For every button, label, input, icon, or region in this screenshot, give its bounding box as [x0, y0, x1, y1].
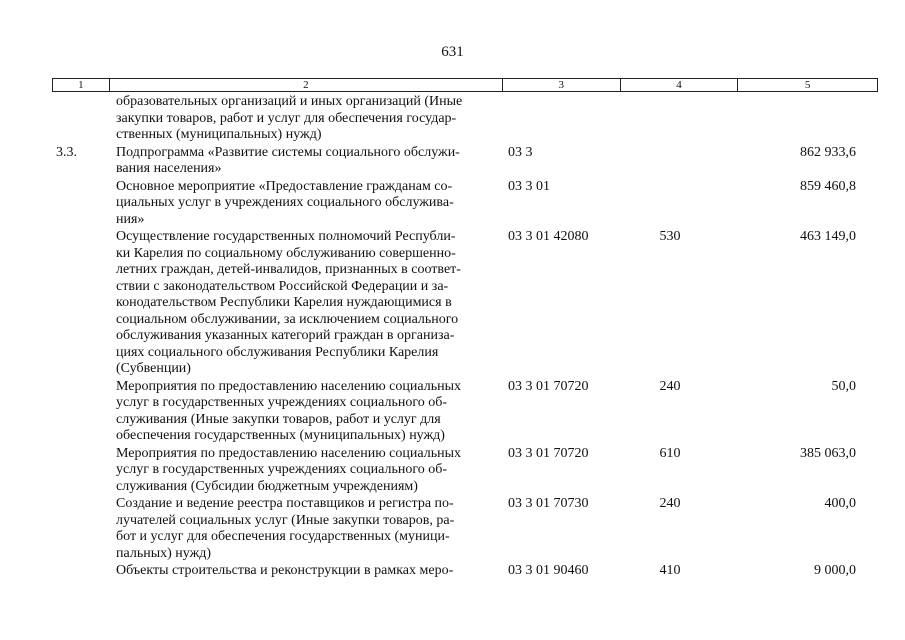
row-name: [116, 145, 496, 178]
row-name: [116, 179, 496, 229]
table-row: [52, 446, 878, 496]
row-name-line: Основное мероприятие «Предоставление гражданам со-: [116, 178, 453, 194]
row-expense-type: [610, 145, 700, 178]
row-name-line: Подпрограмма «Развитие системы социального обслужи-: [116, 144, 460, 160]
header-col-1: 1: [78, 79, 84, 91]
row-name-line: услуг в государственных учреждениях социального об-: [116, 462, 448, 477]
row-expense-type: 240: [659, 496, 681, 511]
row-code: 03 3 01 42080: [508, 229, 589, 244]
row-expense-type: 610: [659, 445, 681, 461]
row-name-line: циальных услуг в учреждениях социального обслужива-: [116, 195, 454, 210]
table-row: [52, 379, 878, 445]
row-name-line: пальных) нужд): [116, 545, 212, 561]
row-name-line: ствии с законодательством Российской Федерации и за-: [116, 278, 449, 294]
row-name-line: служивания (Субсидии бюджетным учреждениям): [116, 478, 418, 494]
header-col-2: 2: [109, 79, 502, 91]
row-name-line: (Субвенции): [116, 361, 191, 376]
row-expense-type: [610, 94, 700, 144]
row-name-line: циях социального обслуживания Республики Карелия: [116, 344, 439, 360]
table-row: [52, 229, 878, 378]
row-name: [116, 94, 496, 144]
table-header: [52, 78, 878, 92]
header-col-3: 3: [502, 79, 620, 91]
row-name-line: ственных (муниципальных) нужд): [116, 127, 322, 142]
row-name: [116, 229, 496, 378]
row-name-line: ки Карелия по социальному обслуживанию совершенно-: [116, 245, 456, 261]
row-number: [52, 179, 116, 229]
table-row: [52, 145, 878, 178]
table-body: [52, 94, 878, 581]
row-number: [52, 229, 116, 378]
row-name-line: обеспечения государственных (муниципальных) нужд): [116, 428, 445, 443]
row-number: [52, 496, 116, 562]
row-code: 03 3 01 70720: [508, 445, 589, 461]
row-amount: 9 000,0: [814, 563, 856, 578]
row-name-line: Создание и ведение реестра поставщиков и регистра по-: [116, 496, 454, 511]
row-code: [496, 94, 610, 144]
row-name-line: Осуществление государственных полномочий Республи-: [116, 229, 456, 244]
row-name: [116, 379, 496, 445]
table-row: [52, 94, 878, 144]
row-number: 3.3.: [56, 144, 77, 160]
row-name-line: вания населения»: [116, 161, 222, 176]
row-name-line: летних граждан, детей-инвалидов, признанных в соответ-: [116, 262, 461, 277]
row-number: [52, 94, 116, 144]
row-code: 03 3: [508, 144, 533, 160]
row-expense-type: 530: [659, 229, 681, 244]
row-code: 03 3 01 90460: [508, 563, 589, 578]
row-name-line: Объекты строительства и реконструкции в рамках меро-: [116, 563, 454, 578]
header-col-5: 5: [737, 79, 877, 91]
row-amount: 859 460,8: [800, 178, 856, 194]
row-name-line: бот и услуг для обеспечения государственных (муници-: [116, 529, 450, 544]
row-expense-type: 240: [659, 378, 681, 394]
row-name-line: Мероприятия по предоставлению населению социальных: [116, 378, 461, 394]
row-expense-type: [610, 179, 700, 229]
page-number: 631: [441, 44, 464, 60]
row-name-line: Мероприятия по предоставлению населению социальных: [116, 445, 461, 461]
row-code: 03 3 01 70720: [508, 378, 589, 394]
row-expense-type: 410: [659, 563, 681, 578]
row-name-line: закупки товаров, работ и услуг для обеспечения государ-: [116, 110, 457, 126]
row-code: 03 3 01 70730: [508, 496, 589, 511]
row-name-line: служивания (Иные закупки товаров, работ и услуг для: [116, 411, 441, 427]
table-row: [52, 563, 878, 580]
row-name-line: ния»: [116, 211, 145, 227]
table-row: [52, 179, 878, 229]
row-code: 03 3 01: [508, 178, 550, 194]
row-name: [116, 446, 496, 496]
row-name-line: образовательных организаций и иных организаций (Иные: [116, 94, 463, 109]
row-name-line: социальном обслуживании, за исключением социального: [116, 311, 459, 327]
row-name-line: лучателей социальных услуг (Иные закупки товаров, ра-: [116, 512, 455, 528]
row-name: [116, 496, 496, 562]
row-amount: [700, 94, 878, 144]
row-amount: 50,0: [831, 378, 856, 394]
row-amount: 385 063,0: [800, 445, 856, 461]
header-col-4: 4: [620, 79, 738, 91]
row-name-line: обслуживания указанных категорий граждан в организа-: [116, 328, 455, 343]
row-amount: 400,0: [824, 496, 856, 511]
table-row: [52, 496, 878, 562]
row-name-line: конодательством Республики Карелия нуждающимися в: [116, 295, 452, 310]
row-name: [116, 563, 496, 580]
row-number: [52, 379, 116, 445]
row-amount: 463 149,0: [800, 229, 856, 244]
row-number: [52, 446, 116, 496]
row-amount: 862 933,6: [800, 144, 856, 160]
row-number: [52, 563, 116, 580]
row-name-line: услуг в государственных учреждениях социального об-: [116, 395, 448, 410]
